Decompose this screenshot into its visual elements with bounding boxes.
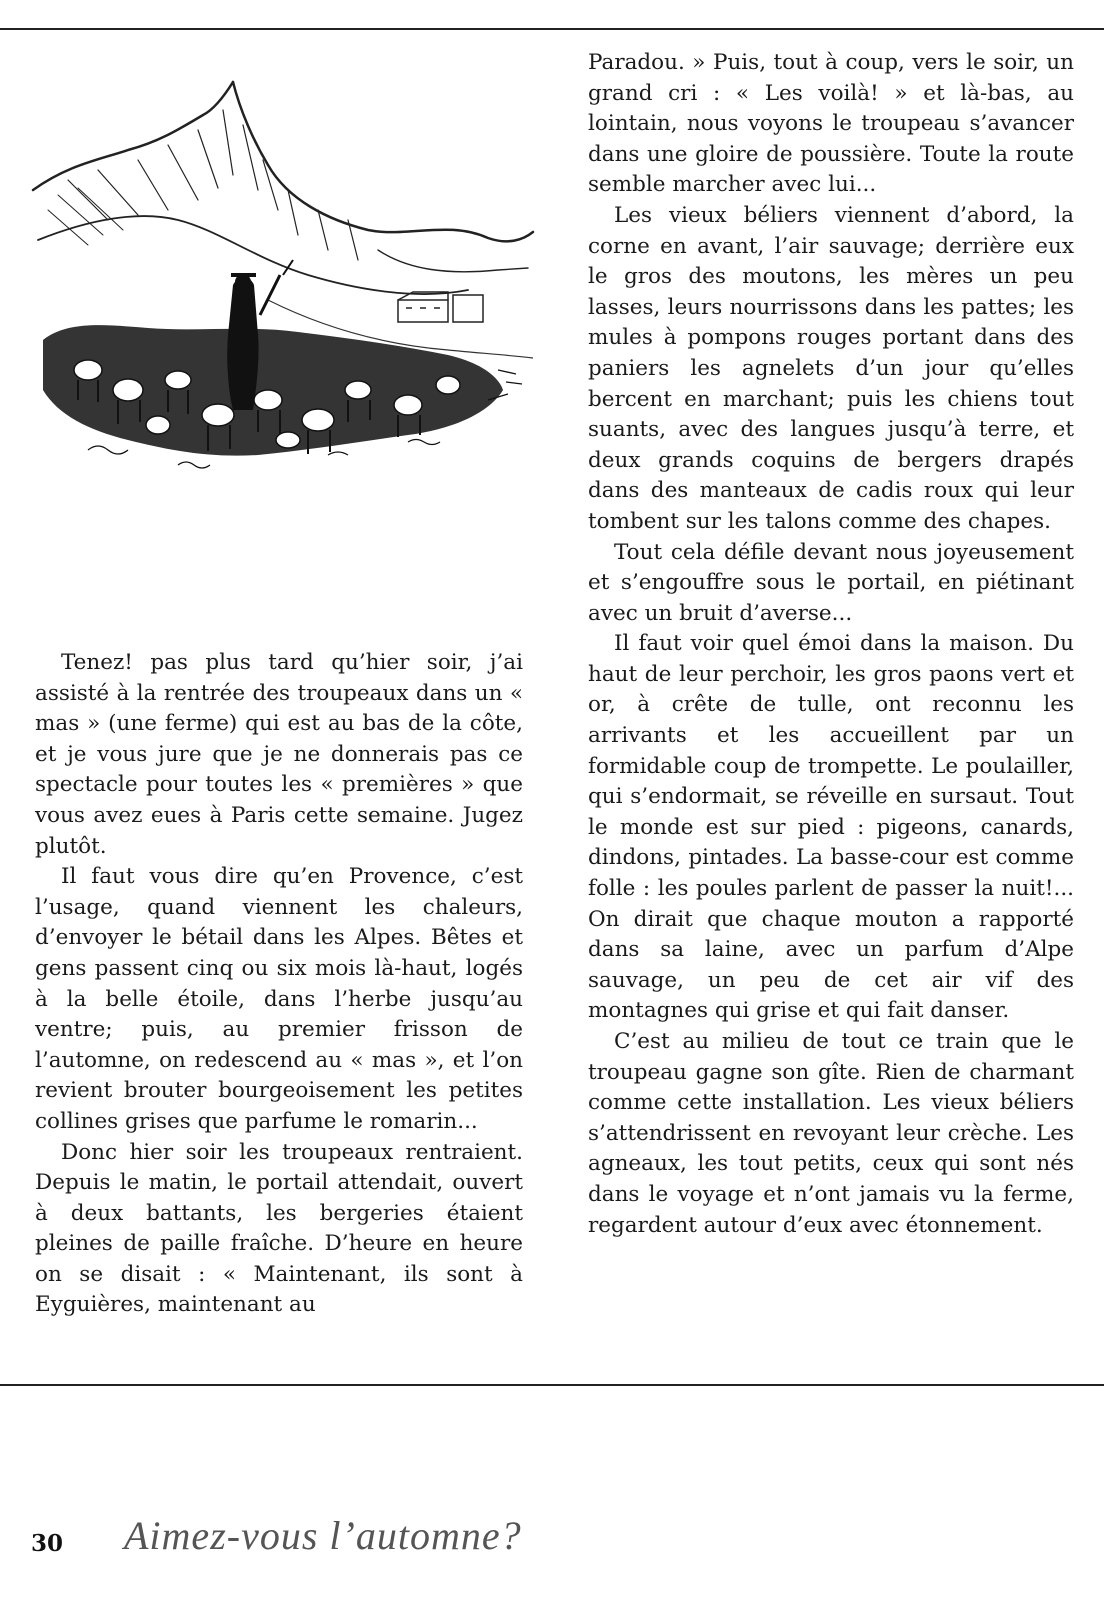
paragraph: Paradou. » Puis, tout à coup, vers le soir, un grand cri : « Les voilà! » et là-bas, au lointain, nous voyons le troupeau s’avancer dans une gloire de poussière. Toute la route semble marcher avec lui...: [588, 50, 1074, 198]
running-head: Aimez-vous l’automne?: [124, 1513, 522, 1558]
paragraph: Il faut vous dire qu’en Provence, c’est l’usage, quand viennent les chaleurs, d’envoyer le bétail dans les Alpes. Bêtes et gens passent cinq ou six mois là-haut, logés à la belle étoile, dans l’herbe jusqu’au ventre; puis, au premier frisson de l’automne, on redescend au « mas », et l’on revient brouter bourgeoisement les petites collines grises que parfume le romarin...: [35, 864, 523, 1134]
page-number: 30: [31, 1530, 64, 1557]
bottom-rule: [0, 1384, 1104, 1386]
paragraph: Tout cela défile devant nous joyeusement et s’engouffre sous le portail, en piétinant avec un bruit d’averse...: [588, 539, 1074, 626]
paragraph: Il faut voir quel émoi dans la maison. Du haut de leur perchoir, les gros paons vert et or, à crête de tulle, ont reconnu les arrivants et les accueillent par un formidable coup de trompette. Le poulailler, qui s’endormait, se réveille en sursaut. Tout le monde est sur pied : pigeons, canards, dindons, pintades. La basse-cour est comme folle : les poules parlent de passer la nuit!... On dirait que chaque mouton a rapporté dans sa laine, avec un parfum d’Alpe sauvage, un peu de cet air vif des montagnes qui grise et qui fait danser.: [588, 631, 1074, 1024]
paragraph: Donc hier soir les troupeaux rentraient. Depuis le matin, le portail attendait, ouvert à deux battants, les bergeries étaient pleines de paille fraîche. D’heure en heure on se disait : « Maintenant, ils sont à Eyguières, maintenant au: [35, 1139, 523, 1318]
top-rule: [0, 28, 1104, 30]
left-text-column: [35, 648, 523, 1321]
paragraph: Tenez! pas plus tard qu’hier soir, j’ai assisté à la rentrée des troupeaux dans un « mas » (une ferme) qui est au bas de la côte, et je vous jure que je ne donnerais pas ce spectacle pour toutes les « premières » que vous avez eues à Paris cette semaine. Jugez plutôt.: [35, 650, 523, 859]
flock-illustration: [28, 70, 538, 490]
right-text-column: [588, 48, 1074, 1241]
paragraph: Les vieux béliers viennent d’abord, la corne en avant, l’air sauvage; derrière eux le gros des moutons, les mères un peu lasses, leurs nourrissons dans les pattes; les mules à pompons rouges portant dans des paniers les agnelets d’un jour qu’elles bercent en marchant; puis les chiens tout suants, avec des langues jusqu’à terre, et deux grands coquins de bergers drapés dans des manteaux de cadis roux qui leur tombent sur les talons comme des chapes.: [588, 202, 1074, 534]
paragraph: C’est au milieu de tout ce train que le troupeau gagne son gîte. Rien de charmant comme cette installation. Les vieux béliers s’attendrissent en revoyant leur crèche. Les agneaux, les tout petits, ceux qui sont nés dans le voyage et n’ont jamais vu la ferme, regardent autour d’eux avec étonnement.: [588, 1029, 1074, 1238]
